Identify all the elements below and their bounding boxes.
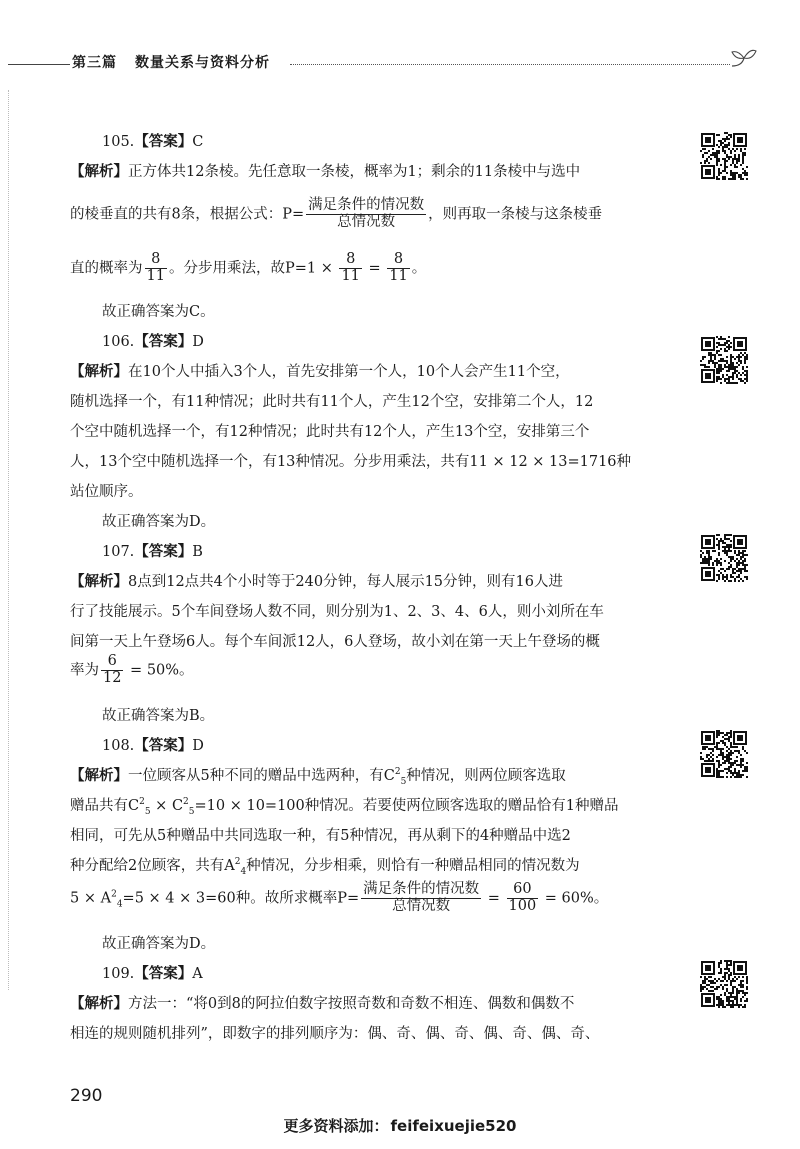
- q108-text-5a: 5 × A: [70, 890, 112, 907]
- superscript: 2: [234, 857, 241, 868]
- superscript: 2: [183, 797, 189, 808]
- q105-number: 105.: [102, 134, 135, 150]
- q108-number: 108.: [102, 738, 135, 754]
- q107-line-4: [70, 654, 194, 687]
- q107-line-3: 间第一天上午登场6人。每个车间派12人，6人登场，故小刘在第一天上午登场的概: [70, 634, 600, 650]
- q105-fraction-3: [387, 252, 409, 285]
- q106-text-1: 在10个人中插入3个人，首先安排第一个人，10个人会产生11个空，: [128, 364, 570, 380]
- q108-text-2a: 赠品共有C: [70, 798, 140, 814]
- q107-text-4b: = 50%。: [125, 662, 194, 679]
- q105-line-3: [70, 252, 426, 285]
- q105-fraction-2: [339, 252, 361, 285]
- q105-text-2b: ，则再取一条棱与这条棱垂: [428, 206, 603, 223]
- q107-text-1: 8点到12点共4个小时等于240分钟，每人展示15分钟，则有16人进: [128, 574, 563, 590]
- q108-text-5b: =5 × 4 × 3=60种。故所求概率P=: [122, 890, 360, 907]
- fraction-denominator: 11: [146, 267, 165, 284]
- q108-text-4a: 种分配给2位顾客，共有A: [70, 858, 235, 874]
- q108-formula-fraction: [361, 882, 481, 915]
- fraction-denominator: 11: [389, 267, 408, 284]
- fraction-denominator: 100: [508, 897, 537, 914]
- q107-answer-line: [102, 540, 203, 561]
- fraction-denominator: 总情况数: [337, 213, 396, 230]
- q108-text-2c: =10 × 10=100种情况。若要使两位顾客选取的赠品恰有1种赠品: [194, 798, 619, 814]
- qr-code-icon[interactable]: [700, 132, 748, 180]
- page-number: 290: [70, 1086, 103, 1106]
- q108-line-2: [70, 794, 618, 817]
- q107-conclusion: 故正确答案为B。: [102, 708, 215, 724]
- analysis-label: 【解析】: [70, 573, 128, 590]
- q109-answer-line: [102, 962, 203, 983]
- footer-contact-id: feifeixuejie520: [390, 1117, 517, 1135]
- subscript: 4: [240, 866, 247, 877]
- q109-text-1: 方法一：“将0到8的阿拉伯数字按照奇数和奇数不相连、偶数和偶数不: [128, 996, 575, 1012]
- q105-line-2: [70, 198, 602, 231]
- qr-code-icon[interactable]: [700, 730, 748, 778]
- answer-label: 【答案】: [134, 333, 193, 350]
- fraction-denominator: 总情况数: [392, 897, 451, 914]
- fraction-denominator: 12: [103, 669, 122, 686]
- q108-line-1: [70, 764, 566, 787]
- q106-line-3: 个空中随机选择一个，有12种情况；此时共有12个人，产生13个空，安排第三个: [70, 424, 590, 440]
- analysis-label: 【解析】: [70, 163, 128, 180]
- fraction-numerator: 8: [145, 252, 167, 269]
- q108-line-5: [70, 882, 608, 915]
- q109-answer: A: [192, 966, 203, 982]
- superscript: 2: [139, 797, 145, 808]
- header-section-title: 数量关系与资料分析: [135, 55, 270, 71]
- q106-answer: D: [192, 334, 204, 350]
- q108-text-5c: =: [483, 890, 505, 907]
- q105-answer-line: [102, 130, 203, 151]
- fraction-numerator: 60: [507, 882, 539, 899]
- q106-number: 106.: [102, 334, 135, 350]
- q105-text-3b: 。分步用乘法，故P=1 ×: [168, 260, 338, 277]
- q105-text-3c: =: [363, 260, 386, 277]
- subscript: 5: [188, 806, 195, 817]
- page-header: [0, 48, 800, 78]
- superscript: 2: [394, 767, 401, 778]
- sprout-icon: [728, 48, 758, 70]
- fraction-numerator: 8: [387, 252, 409, 269]
- header-right-rule: [290, 64, 730, 65]
- fraction-numerator: 8: [339, 252, 361, 269]
- q105-fraction-1: [145, 252, 167, 285]
- superscript: 2: [111, 889, 117, 900]
- q107-number: 107.: [102, 544, 135, 560]
- q108-text-1a: 一位顾客从5种不同的赠品中选两种，有C: [128, 768, 395, 784]
- q108-text-4b: 种情况，分步相乘，则恰有一种赠品相同的情况数为: [246, 858, 580, 874]
- q107-fraction: [101, 654, 123, 687]
- answer-label: 【答案】: [134, 737, 193, 754]
- analysis-label: 【解析】: [70, 767, 128, 784]
- q108-line-3: 相同，可先从5种赠品中共同选取一种，有5种情况，再从剩下的4种赠品中选2: [70, 828, 571, 844]
- q109-number: 109.: [102, 966, 135, 982]
- binding-margin-line: [8, 90, 9, 990]
- fraction-denominator: 11: [341, 267, 360, 284]
- fraction-numerator: 满足条件的情况数: [363, 881, 480, 897]
- q106-line-4: 人，13个空中随机选择一个，有13种情况。分步用乘法，共有11 × 12 × 13=1716种: [70, 454, 632, 470]
- q108-fraction: [507, 882, 539, 915]
- q105-answer: C: [192, 134, 204, 150]
- q107-line-2: 行了技能展示。5个车间登场人数不同，则分别为1、2、3、4、6人，则小刘所在车: [70, 604, 604, 620]
- q106-line-2: 随机选择一个，有11种情况；此时共有11个人，产生12个空，安排第二个人，12: [70, 394, 594, 410]
- header-title: [72, 52, 270, 72]
- q105-text-3d: 。: [411, 260, 427, 277]
- answer-label: 【答案】: [134, 133, 193, 150]
- q106-answer-line: [102, 330, 204, 351]
- q105-formula-fraction: [306, 198, 426, 231]
- q108-text-1b: 种情况，则两位顾客选取: [406, 768, 566, 784]
- q106-line-1: [70, 360, 570, 381]
- q107-line-1: [70, 570, 563, 591]
- q109-line-1: [70, 992, 574, 1013]
- q105-text-3a: 直的概率为: [70, 260, 143, 277]
- footer-label: 更多资料添加：: [283, 1117, 389, 1135]
- q108-answer: D: [192, 738, 204, 754]
- q105-conclusion: 故正确答案为C。: [102, 304, 215, 320]
- header-part: 第三篇: [72, 55, 117, 71]
- fraction-numerator: 满足条件的情况数: [308, 197, 425, 213]
- q105-text-2a: 的棱垂直的共有8条，根据公式：P=: [70, 206, 305, 223]
- qr-code-icon[interactable]: [700, 336, 748, 384]
- fraction-numerator: 6: [101, 654, 123, 671]
- qr-code-icon[interactable]: [700, 960, 748, 1008]
- q108-text-5d: = 60%。: [540, 890, 609, 907]
- q107-answer: B: [192, 544, 203, 560]
- q108-answer-line: [102, 734, 204, 755]
- q108-text-2b: × C: [150, 798, 184, 814]
- qr-code-icon[interactable]: [700, 534, 748, 582]
- q108-conclusion: 故正确答案为D。: [102, 936, 216, 952]
- q108-line-4: [70, 854, 580, 877]
- subscript: 5: [144, 806, 151, 817]
- q109-line-2: 相连的规则随机排列”，即数字的排列顺序为：偶、奇、偶、奇、偶、奇、偶、奇、: [70, 1026, 600, 1042]
- q107-text-4a: 率为: [70, 662, 99, 679]
- q106-conclusion: 故正确答案为D。: [102, 514, 216, 530]
- q105-line-1: [70, 160, 580, 181]
- answer-label: 【答案】: [134, 543, 193, 560]
- q105-text-1: 正方体共12条棱。先任意取一条棱，概率为1；剩余的11条棱中与选中: [128, 164, 581, 180]
- analysis-label: 【解析】: [70, 995, 128, 1012]
- analysis-label: 【解析】: [70, 363, 128, 380]
- q106-line-5: 站位顺序。: [70, 484, 143, 500]
- header-left-rule: [8, 64, 70, 65]
- footer-contact: [0, 1115, 800, 1136]
- subscript: 5: [400, 776, 407, 787]
- subscript: 4: [116, 899, 123, 910]
- answer-label: 【答案】: [134, 965, 193, 982]
